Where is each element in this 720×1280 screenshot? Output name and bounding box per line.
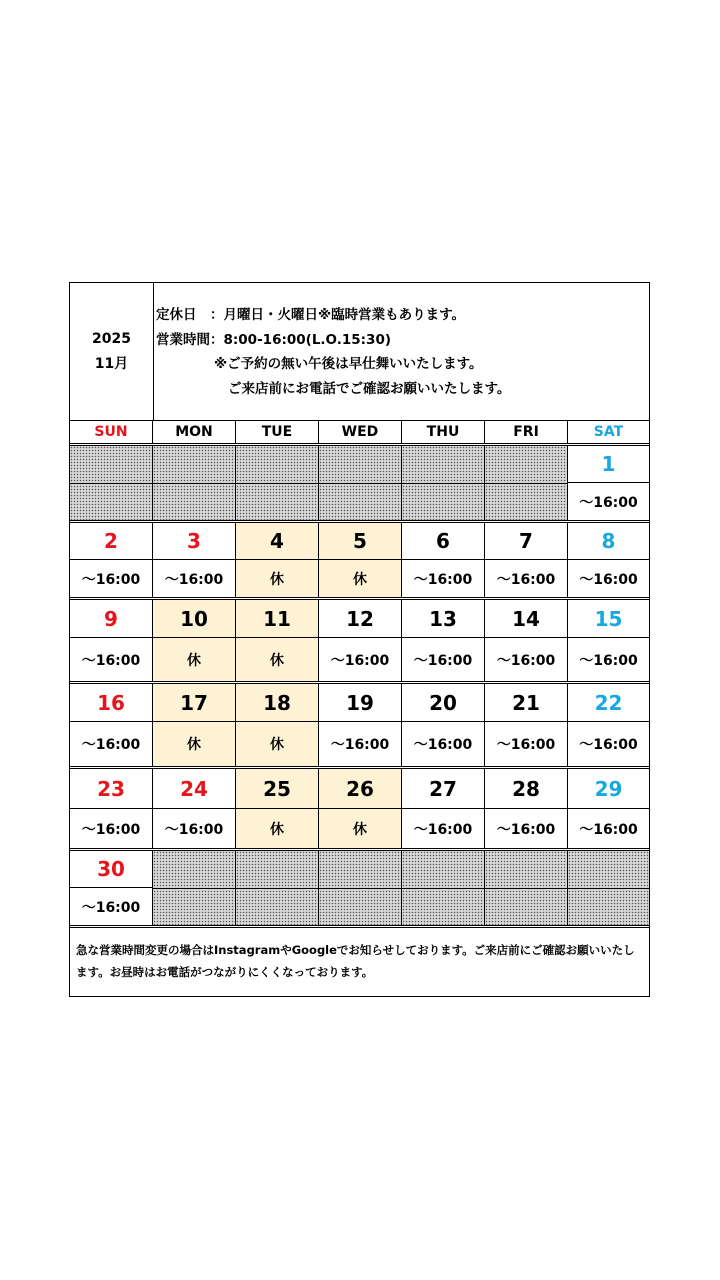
closed-label: 休 <box>353 571 367 588</box>
day-number: 20 <box>402 684 484 722</box>
closed-label: 休 <box>187 652 201 669</box>
day-cell <box>236 523 319 597</box>
weekday-thu: THU <box>402 420 485 443</box>
day-number: 13 <box>402 600 484 638</box>
day-number: 6 <box>402 523 484 560</box>
hours-label: ～16:00 <box>164 571 224 588</box>
day-number: 28 <box>485 769 567 809</box>
closed-label: 休 <box>270 821 284 838</box>
cell-divider <box>70 483 152 484</box>
hours-label: ～16:00 <box>579 821 638 838</box>
day-number: 10 <box>153 600 235 638</box>
day-number: 29 <box>568 769 649 809</box>
hours-label: ～16:00 <box>81 571 141 588</box>
day-number: 30 <box>70 851 152 888</box>
closed-label: 休 <box>270 652 284 669</box>
cell-divider <box>153 483 235 484</box>
week-row-2 <box>70 523 649 600</box>
closed-label: 休 <box>353 821 367 838</box>
closed-label: 休 <box>270 571 284 588</box>
day-cell <box>402 769 485 848</box>
day-cell <box>485 769 568 848</box>
day-cell <box>568 523 649 597</box>
day-number: 23 <box>70 769 152 809</box>
empty-day-cell <box>70 446 153 520</box>
day-cell <box>319 684 402 766</box>
closed-label: 休 <box>187 737 201 753</box>
day-cell <box>236 769 319 848</box>
closed-label: 休 <box>270 737 284 753</box>
empty-day-cell <box>319 446 402 520</box>
hours-label: ～16:00 <box>81 899 141 916</box>
day-number: 12 <box>319 600 401 638</box>
day-cell <box>70 523 153 597</box>
closed-days-line: 定休日 ：月曜日・火曜日※臨時営業もあります。 <box>156 307 466 323</box>
cell-divider <box>568 888 649 889</box>
empty-day-cell <box>153 446 236 520</box>
day-number: 25 <box>236 769 318 809</box>
empty-day-cell <box>236 851 319 925</box>
hours-label: ～16:00 <box>413 737 473 753</box>
day-cell <box>568 769 649 848</box>
day-cell <box>70 600 153 681</box>
day-number: 17 <box>153 684 235 722</box>
hours-label: ～16:00 <box>330 737 390 753</box>
day-cell <box>236 684 319 766</box>
day-number: 21 <box>485 684 567 722</box>
day-number: 5 <box>319 523 401 560</box>
day-cell <box>70 684 153 766</box>
week-row-3 <box>70 600 649 684</box>
day-number: 24 <box>153 769 235 809</box>
hours-label: ～16:00 <box>81 737 141 753</box>
year-label: 2025 <box>92 330 131 347</box>
day-cell <box>319 523 402 597</box>
hours-label: ～16:00 <box>81 652 141 669</box>
cell-divider <box>485 483 567 484</box>
day-cell <box>402 684 485 766</box>
day-number: 26 <box>319 769 401 809</box>
hours-label: ～16:00 <box>579 494 638 511</box>
empty-day-cell <box>485 851 568 925</box>
weekday-sun: SUN <box>70 420 153 443</box>
day-number: 14 <box>485 600 567 638</box>
reservation-note-line: ※ご予約の無い午後は早仕舞いいたします。 <box>214 356 483 372</box>
day-cell <box>568 446 649 520</box>
day-number: 11 <box>236 600 318 638</box>
day-cell <box>402 600 485 681</box>
hours-label: ～16:00 <box>413 821 473 838</box>
day-cell <box>153 684 236 766</box>
hours-label: ～16:00 <box>164 821 224 838</box>
year-month <box>70 283 154 420</box>
day-cell <box>485 684 568 766</box>
day-number: 9 <box>70 600 152 638</box>
hours-label: ～16:00 <box>496 571 556 588</box>
empty-day-cell <box>568 851 649 925</box>
cell-divider <box>236 483 318 484</box>
cell-divider <box>402 483 484 484</box>
day-number: 7 <box>485 523 567 560</box>
day-number: 22 <box>568 684 649 722</box>
business-info <box>156 303 510 401</box>
day-number: 27 <box>402 769 484 809</box>
day-cell <box>402 523 485 597</box>
week-row-4 <box>70 684 649 769</box>
calendar-header <box>70 283 649 421</box>
day-cell <box>568 684 649 766</box>
day-cell <box>319 769 402 848</box>
hours-label: ～16:00 <box>579 737 638 753</box>
week-row-1 <box>70 446 649 523</box>
cell-divider <box>319 888 401 889</box>
day-cell <box>70 769 153 848</box>
confirm-note-line: ご来店前にお電話でご確認お願いいたします。 <box>228 380 511 397</box>
day-cell <box>153 769 236 848</box>
hours-label: ～16:00 <box>579 571 638 588</box>
hours-label: ～16:00 <box>330 652 390 669</box>
week-row-5 <box>70 769 649 851</box>
hours-label: ～16:00 <box>579 652 638 669</box>
hours-label: ～16:00 <box>496 652 556 669</box>
day-number: 15 <box>568 600 649 638</box>
empty-day-cell <box>319 851 402 925</box>
calendar-sheet <box>69 282 650 997</box>
day-cell <box>153 523 236 597</box>
weekday-fri: FRI <box>485 420 568 443</box>
weekday-sat: SAT <box>593 423 624 440</box>
day-cell <box>485 523 568 597</box>
day-cell <box>568 600 649 681</box>
day-number: 3 <box>153 523 235 560</box>
hours-label: ～16:00 <box>496 737 556 753</box>
week-row-6 <box>70 851 649 928</box>
weekday-wed: WED <box>319 420 402 443</box>
weekday-tue: TUE <box>236 420 319 443</box>
day-number: 2 <box>70 523 152 560</box>
empty-day-cell <box>402 851 485 925</box>
hours-label: ～16:00 <box>496 821 556 838</box>
day-number: 4 <box>236 523 318 560</box>
cell-divider <box>153 888 235 889</box>
day-cell <box>485 600 568 681</box>
day-number: 8 <box>568 523 649 560</box>
cell-divider <box>402 888 484 889</box>
hours-label: ～16:00 <box>413 652 473 669</box>
day-cell <box>236 600 319 681</box>
cell-divider <box>485 888 567 889</box>
day-number: 19 <box>319 684 401 722</box>
hours-label: ～16:00 <box>413 571 473 588</box>
day-cell <box>153 600 236 681</box>
day-number: 18 <box>236 684 318 722</box>
empty-day-cell <box>402 446 485 520</box>
empty-day-cell <box>153 851 236 925</box>
month-label: 11月 <box>94 355 129 372</box>
day-number: 1 <box>568 446 649 483</box>
empty-day-cell <box>236 446 319 520</box>
weekday-header-row <box>70 420 649 446</box>
day-cell <box>319 600 402 681</box>
cell-divider <box>236 888 318 889</box>
hours-label: ～16:00 <box>81 821 141 838</box>
footer-note: 急な営業時間変更の場合はInstagramやGoogleでお知らせしております。ご来店前にご確認お願いいたします。お昼時はお電話がつながりにくくなっております。 <box>76 943 635 979</box>
business-hours-line: 営業時間：8:00-16:00(L.O.15:30) <box>156 331 392 348</box>
weekday-mon: MON <box>153 420 236 443</box>
cell-divider <box>319 483 401 484</box>
day-number: 16 <box>70 684 152 722</box>
day-cell <box>70 851 153 925</box>
empty-day-cell <box>485 446 568 520</box>
